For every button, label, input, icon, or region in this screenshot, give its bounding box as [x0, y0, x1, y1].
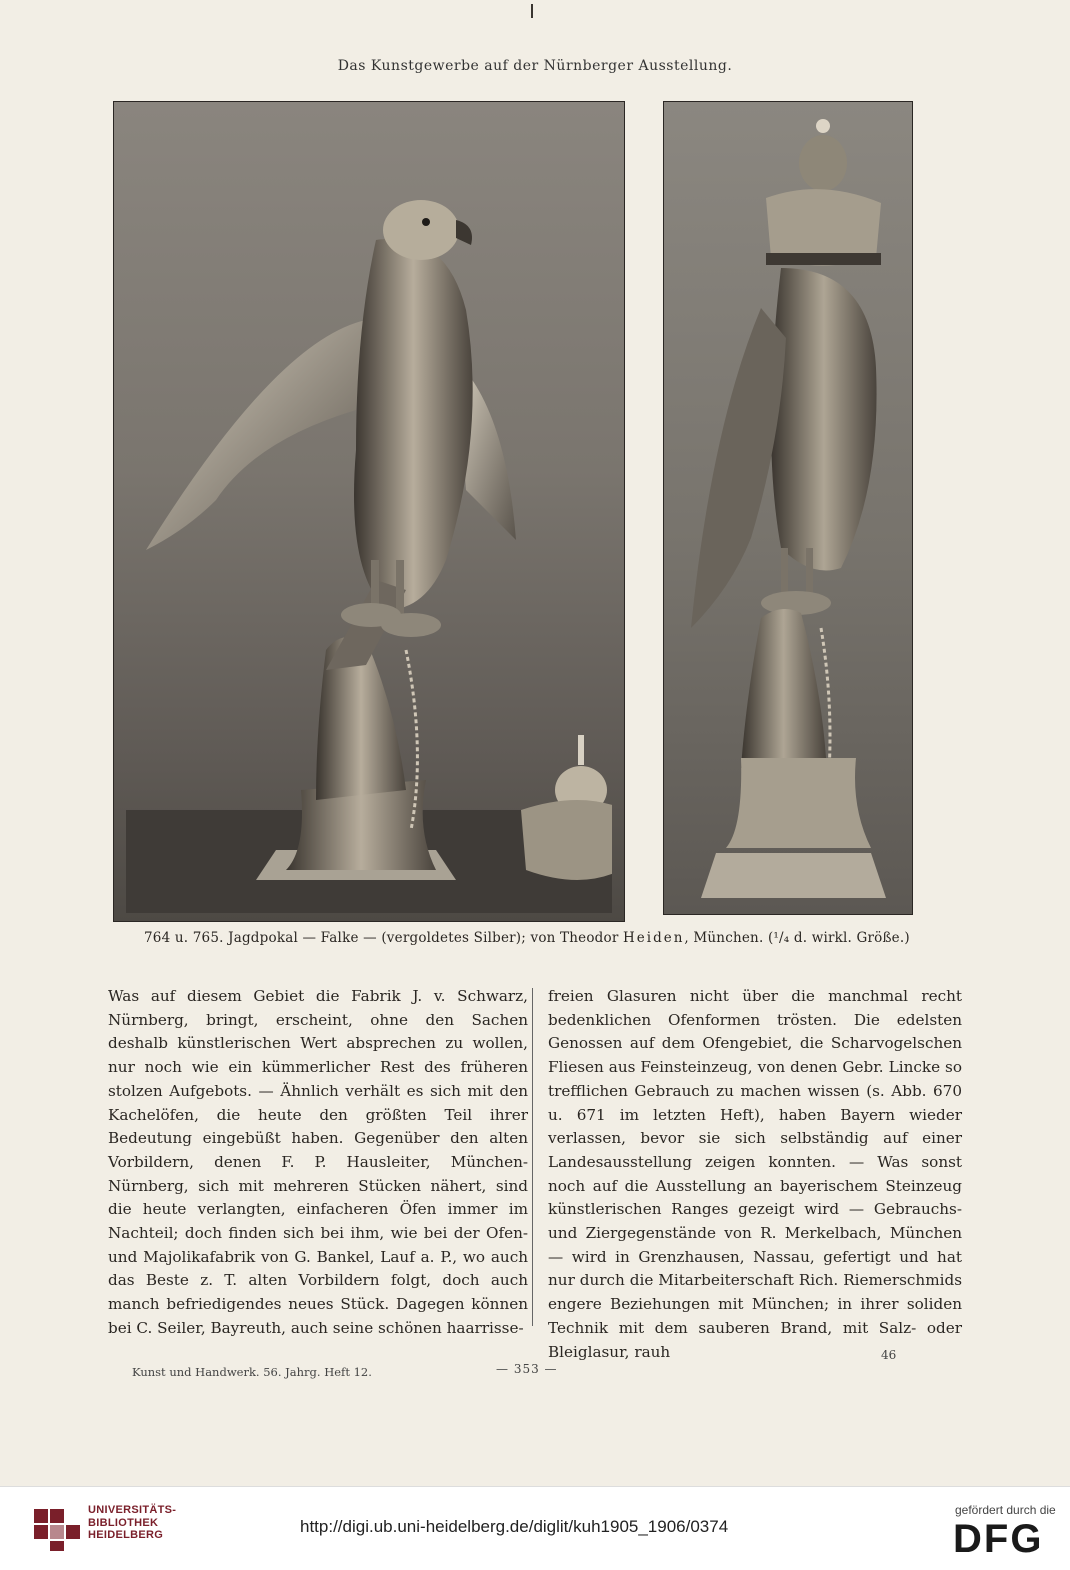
column-divider [532, 988, 533, 1326]
funded-by-label: gefördert durch die [955, 1503, 1056, 1517]
caption-by: von Theodor [530, 930, 619, 946]
caption-material: (vergoldetes Silber); [381, 930, 527, 946]
footer-sheet-number: 46 [881, 1348, 897, 1362]
caption-place: , München. [684, 930, 764, 946]
library-name[interactable] [88, 1504, 176, 1542]
falcon-cup-illustration [126, 110, 612, 913]
photo-falcon-cup-lid-off [113, 101, 625, 922]
figure-caption [144, 930, 944, 946]
falcon-cup-crowned-illustration [671, 108, 905, 908]
text-column-right: freien Glasuren nicht über die manchmal recht bedenklichen Ofenformen trösten. Die edelsten Genossen auf dem Ofengebiet, die Scharvogelschen Fliesen aus Feinsteinzeug, von denen Gebr. Lincke so trefflichen Gebrauch zu machen wissen (s. Abb. 670 u. 671 im letzten Heft), haben Bayern wieder verlassen, bevor sie sich selbständig auf einer Landesausstellung zeigen konnten. — Was sonst noch auf die Ausstellung an bayerischem Steinzeug künstlerischen Ranges gezeigt wird — Gebrauchs- und Ziergegenstände von R. Merkelbach, München — wird in Grenzhausen, Nassau, gefertigt und hat nur durch die Mitarbeiterschaft Rich. Riemerschmids engere Beziehungen mit München; in ihrer soliden Technik mit dem sauberen Brand, mit Salz- oder Bleiglasur, rauh [548, 987, 962, 1361]
university-library-logo-icon[interactable] [34, 1509, 80, 1551]
scan-mark [531, 4, 533, 18]
caption-figure-numbers: 764 u. 765. [144, 930, 224, 946]
viewer-footer-bar [0, 1486, 1070, 1570]
footer-journal: Kunst und Handwerk. 56. Jahrg. Heft 12. [132, 1365, 372, 1379]
caption-scale: (¹/₄ d. wirkl. Größe.) [767, 930, 910, 946]
library-name-line: UNIVERSITÄTS- [88, 1504, 177, 1516]
library-name-line: HEIDELBERG [88, 1529, 164, 1541]
photo-falcon-cup-lid-on [663, 101, 913, 915]
permalink-url[interactable]: http://digi.ub.uni-heidelberg.de/diglit/kuh1905_1906/0374 [300, 1517, 729, 1536]
running-head: Das Kunstgewerbe auf der Nürnberger Ausstellung. [337, 58, 733, 74]
caption-maker: Heiden [623, 930, 685, 946]
library-name-line: BIBLIOTHEK [88, 1516, 159, 1529]
dfg-logo[interactable]: DFG [953, 1517, 1044, 1561]
text-column-left: Was auf diesem Gebiet die Fabrik J. v. Schwarz, Nürnberg, bringt, erscheint, ohne den Sachen deshalb künstlerischen Wert absprechen zu wollen, nur noch wie ein kümmerlicher Rest des früheren stolzen Aufgebots. — Ähnlich verhält es sich mit den Kachelöfen, die heute den größten Teil ihrer Bedeutung eingebüßt haben. Gegenüber den alten Vorbildern, denen F. P. Hausleiter, München-Nürnberg, sich mit mehreren Stücken nähert, sind die heute verlangten, einfacheren Öfen immer im Nachteil; doch finden sich bei ihm, wie bei der Ofen- und Majolikafabrik von G. Bankel, Lauf a. P., wo auch das Beste z. T. alten Vorbildern folgt, doch auch manch befriedigendes neues Stück. Dagegen können bei C. Seiler, Bayreuth, auch seine schönen haarrisse- [108, 987, 528, 1337]
caption-title: Jagdpokal — Falke — [228, 930, 377, 946]
footer-page-number: — 353 — [496, 1362, 558, 1376]
